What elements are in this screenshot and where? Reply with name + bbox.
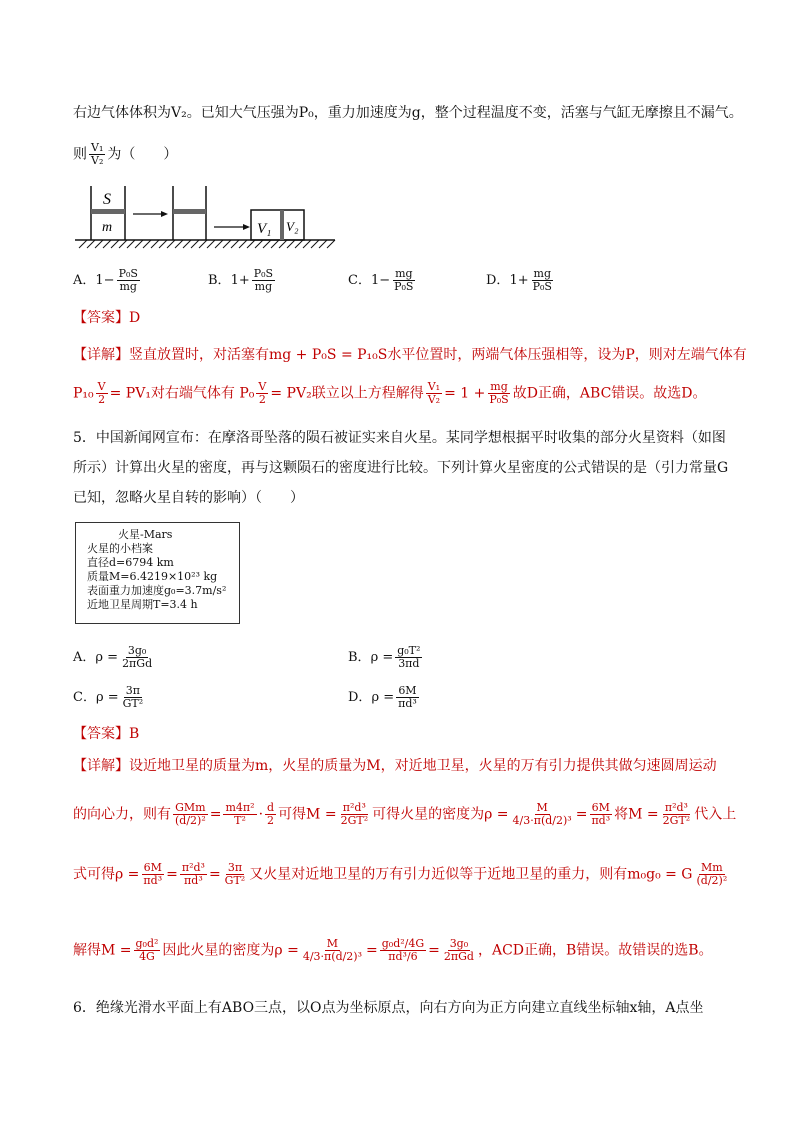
q4-option-c[interactable]: C．1− $\frac{mg}{\text{P₀S}}$ [348,267,414,293]
q4-cylinder-figure [73,182,338,252]
mars-box-title: 火星-Mars [118,528,173,541]
q6-stem-line1: 6．绝缘光滑水平面上有ABO三点，以O点为坐标原点，向右方向为正方向建立直线坐标轴x轴，A点坐 [73,1000,704,1016]
mars-box-l2: 直径d=6794 km [87,556,174,569]
piston-area-label: S [103,191,111,208]
q4-ask-suffix: 为（ ） [107,146,178,163]
q4-answer: 【答案】D [73,310,141,326]
q5-option-b[interactable]: B．ρ = $\frac{\text{g₀T²}}{3\pi d}$ [348,644,421,670]
mars-box-l3: 质量M=6.4219×10²³ kg [87,570,218,583]
q5-stem-line2: 所示）计算出火星的密度，再与这颗陨石的密度进行比较。下列计算火星密度的公式错误的是（引力常量G [73,460,729,476]
q4-ask-fraction: $\frac{\text{V₁}}{\text{V₂}}$ [91,141,104,167]
q5-stem-line3: 已知，忽略火星自转的影响）（ ） [73,490,304,506]
q4-stem-tail: 右边气体体积为V₂。已知大气压强为P₀，重力加速度为g，整个过程温度不变，活塞与气缸无摩擦且不漏气。 [73,105,743,121]
q4-detail-line2: P₁₀ $\frac{V}{2}$ = PV₁对右端气体有 P₀ $\frac{V}{2}$ = PV₂联立以上方程解得 $\frac{\text{V₁}}{\text{V₂}}$ = 1 + $\frac{mg}{\text{P₀S}}$ 故D正确，ABC错误。故选D。 [73,380,707,406]
q5-option-c[interactable]: C．ρ = $\frac{3\pi}{\text{GT²}}$ [73,684,144,710]
q4-option-d[interactable]: D．1+ $\frac{mg}{\text{P₀S}}$ [486,267,552,293]
q4-detail-line1: 【详解】竖直放置时，对活塞有mg + P₀S = P₁₀S水平位置时，两端气体压强相等，设为P，则对左端气体有 [73,347,747,363]
q5-detail-line2: 的向心力，则有 $\frac{\text{GMm}}{\text{(d/2)²}}$ = $\frac{\text{m4π²}}{\text{T²}}$ · $\frac{d}{2}$ 可得M = $\frac{\text{π²d³}}{\text{2GT²}}$ 可得火星的密度为ρ = $\frac{M}{\text{4/3·π(d/2)³}}$ = $\frac{6M}{\text{πd³}}$ 将M = $\frac{\text{π²d³}}{\text{2GT²}}$ 代入上 [73,801,737,827]
piston-mass-label: m [102,220,113,235]
q4-ask-prefix: 则 [73,146,87,163]
q5-stem-line1: 5．中国新闻网宣布：在摩洛哥坠落的陨石被证实来自火星。某同学想根据平时收集的部分火星资料（如图 [73,430,726,446]
mars-box-l1: 火星的小档案 [87,542,153,555]
mars-data-box [75,522,240,624]
mars-box-l4: 表面重力加速度g₀=3.7m/s² [87,584,227,597]
q5-detail-line3: 式可得ρ = $\frac{6M}{\text{πd³}}$ = $\frac{\text{π²d³}}{\text{πd³}}$ = $\frac{3\pi}{\text{GT²}}$ 又火星对近地卫星的万有引力近似等于近地卫星的重力，则有m₀g₀ = G $\frac{Mm}{\text{(d/2)²}}$ [73,861,728,887]
q5-detail-line4: 解得M = $\frac{\text{g₀d²}}{4G}$ 因此火星的密度为ρ = $\frac{M}{\text{4/3·π(d/2)³}}$ = $\frac{\text{g₀d²/4G}}{\text{πd³/6}}$ = $\frac{\text{3g₀}}{\text{2πGd}}$ ，ACD正确，B错误。故错误的选B。 [73,937,713,963]
q4-ask [73,142,177,167]
q4-option-b[interactable]: B．1+ $\frac{\text{P₀S}}{mg}$ [208,267,274,293]
v2-label: V₂ [286,219,299,234]
q5-detail-line1: 【详解】设近地卫星的质量为m，火星的质量为M，对近地卫星，火星的万有引力提供其做匀速圆周运动 [73,758,717,774]
q5-option-a[interactable]: A．ρ = $\frac{\text{3g₀}}{\text{2πGd}}$ [73,644,153,670]
q5-answer: 【答案】B [73,726,140,742]
mars-box-l5: 近地卫星周期T=3.4 h [87,598,198,611]
q5-option-d[interactable]: D．ρ = $\frac{6M}{\text{πd³}}$ [348,684,417,710]
v1-label: V₁ [257,221,272,237]
q4-option-a[interactable]: A．1− $\frac{\text{P₀S}}{mg}$ [73,267,138,293]
